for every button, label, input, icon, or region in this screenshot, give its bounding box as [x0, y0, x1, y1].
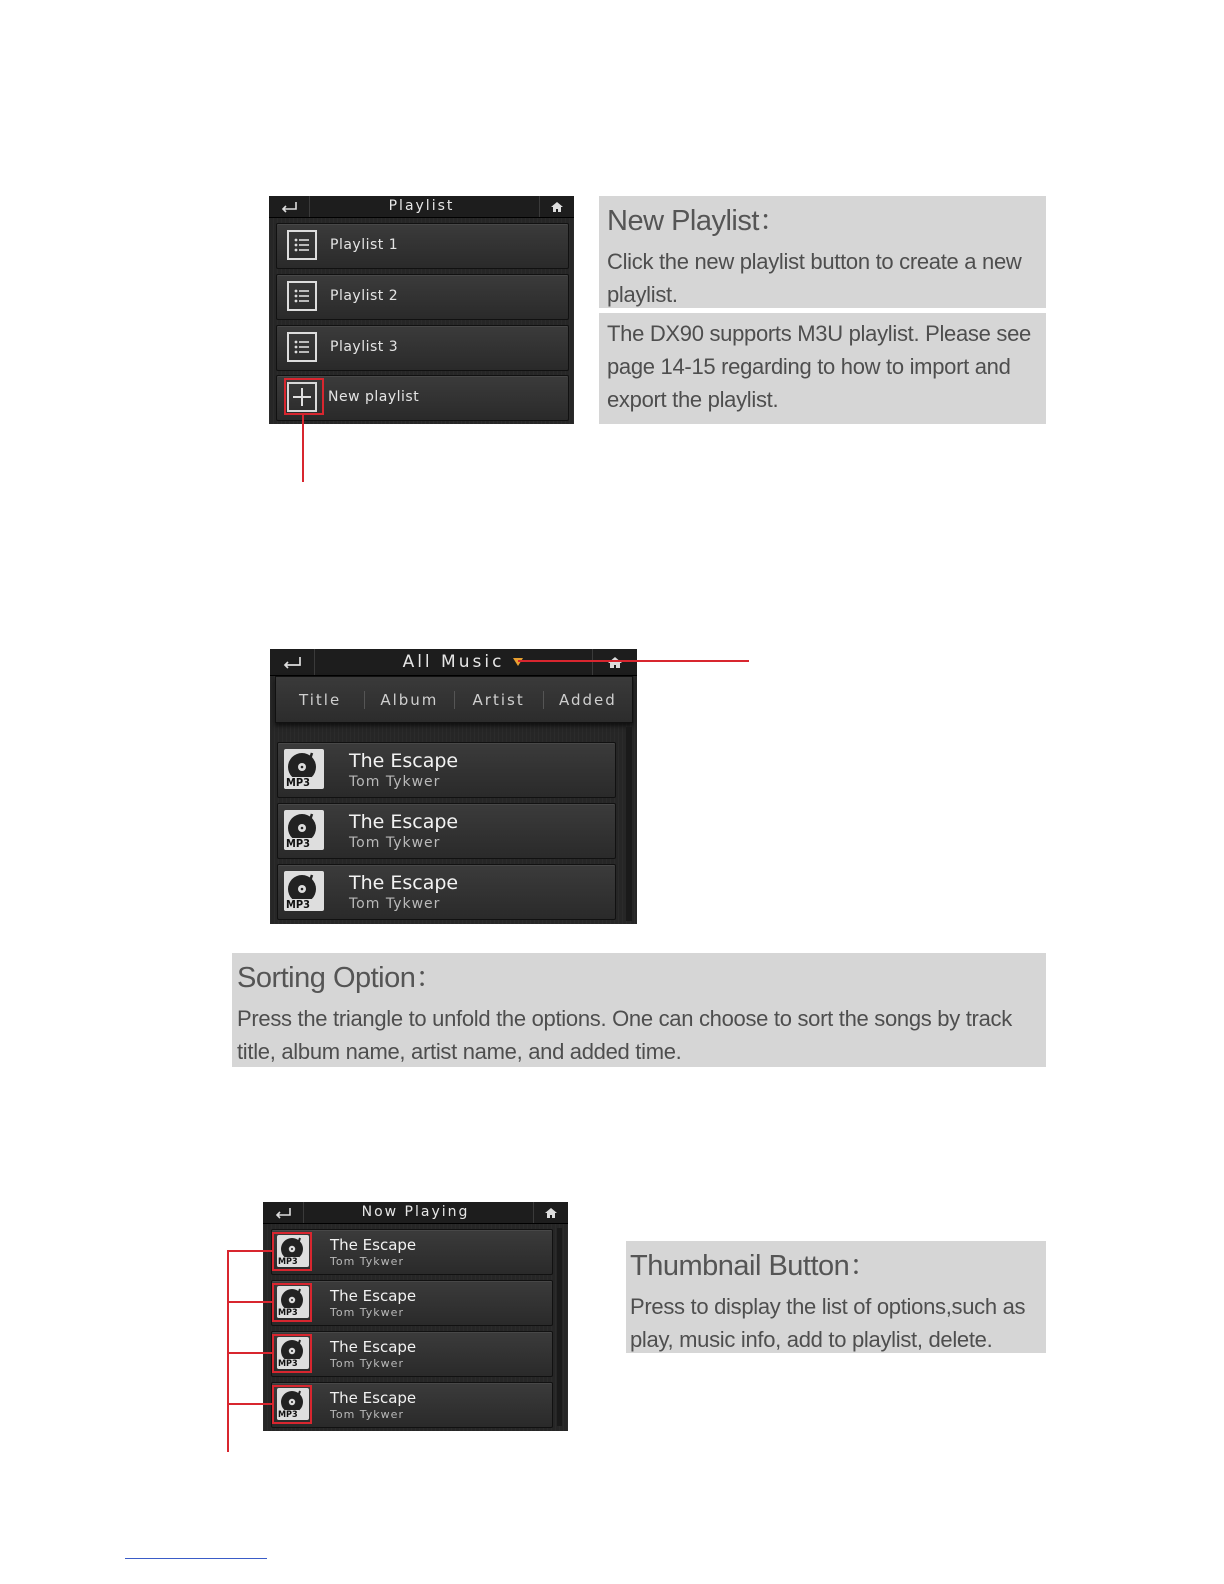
track-row[interactable]: [277, 803, 616, 859]
new-playlist-label: New playlist: [328, 389, 420, 405]
thumbnail-highlight: [272, 1334, 312, 1373]
track-title: The Escape: [349, 811, 459, 833]
back-arrow-icon[interactable]: [269, 196, 310, 217]
playlist-item-label: Playlist 2: [330, 288, 399, 304]
track-row[interactable]: [271, 1280, 553, 1326]
note-text: Press to display the list of options,such as play, music info, add to playlist, delete.: [630, 1294, 1026, 1352]
callout-line: [227, 1250, 229, 1452]
playlist-item-label: Playlist 1: [330, 237, 399, 253]
track-row[interactable]: [271, 1382, 553, 1428]
format-tag: MP3: [278, 1359, 298, 1369]
back-arrow-icon[interactable]: [270, 649, 315, 675]
track-row[interactable]: [271, 1331, 553, 1377]
format-tag: MP3: [278, 1257, 298, 1267]
now-playing-topbar: [263, 1202, 568, 1224]
scrollbar[interactable]: [557, 1228, 562, 1426]
mp3-disc-icon[interactable]: [284, 810, 324, 850]
track-title: The Escape: [349, 750, 459, 772]
list-icon: [287, 281, 317, 311]
page-title: Now Playing: [361, 1204, 470, 1220]
track-row[interactable]: [277, 864, 616, 920]
track-row[interactable]: [271, 1229, 553, 1275]
format-tag: MP3: [286, 837, 310, 850]
track-artist: Tom Tykwer: [349, 774, 441, 790]
home-icon[interactable]: [533, 1202, 568, 1223]
format-tag: MP3: [286, 898, 310, 911]
sort-tab-bar: [275, 676, 633, 723]
page-title: Playlist: [388, 198, 455, 214]
format-tag: MP3: [286, 776, 310, 789]
mp3-disc-icon[interactable]: [284, 871, 324, 911]
thumbnail-note: [626, 1241, 1046, 1353]
callout-line: [302, 415, 304, 482]
callout-line: [518, 660, 749, 662]
note-heading: New Playlist：: [607, 205, 788, 237]
list-icon: [287, 332, 317, 362]
track-row[interactable]: [277, 742, 616, 798]
track-artist: Tom Tykwer: [330, 1255, 404, 1268]
callout-line: [227, 1403, 273, 1405]
track-artist: Tom Tykwer: [330, 1357, 404, 1370]
track-artist: Tom Tykwer: [330, 1408, 404, 1421]
thumbnail-highlight: [272, 1385, 312, 1424]
note-text: Click the new playlist button to create a new playlist.: [607, 249, 1022, 307]
page-title: All Music: [402, 652, 505, 672]
thumbnail-highlight: [272, 1232, 312, 1271]
note-text: Press the triangle to unfold the options. One can choose to sort the songs by track title, album name, artist name, and added time.: [237, 1006, 1012, 1064]
track-title: The Escape: [330, 1287, 417, 1305]
format-tag: MP3: [278, 1410, 298, 1420]
footnote-rule: [125, 1558, 267, 1559]
playlist-item[interactable]: [276, 325, 569, 371]
dropdown-triangle-icon[interactable]: [512, 657, 524, 667]
new-playlist-note: [599, 196, 1046, 308]
format-tag: MP3: [278, 1308, 298, 1318]
callout-line: [227, 1250, 273, 1252]
playlist-topbar: [269, 196, 574, 218]
track-title: The Escape: [330, 1236, 417, 1254]
new-playlist-highlight: [284, 378, 324, 415]
all-music-screen: [270, 649, 637, 924]
track-artist: Tom Tykwer: [330, 1306, 404, 1319]
track-artist: Tom Tykwer: [349, 835, 441, 851]
mp3-disc-icon[interactable]: [284, 749, 324, 789]
sort-tab-added[interactable]: Added: [558, 690, 617, 709]
sorting-note: [232, 953, 1046, 1067]
sort-tab-title[interactable]: Title: [276, 691, 365, 709]
callout-line: [227, 1352, 273, 1354]
m3u-note: [599, 313, 1046, 424]
track-artist: Tom Tykwer: [349, 896, 441, 912]
home-icon[interactable]: [539, 196, 574, 217]
track-title: The Escape: [330, 1389, 417, 1407]
back-arrow-icon[interactable]: [263, 1202, 304, 1223]
all-music-topbar: [270, 649, 637, 676]
callout-line: [227, 1301, 273, 1303]
playlist-item-label: Playlist 3: [330, 339, 399, 355]
track-title: The Escape: [330, 1338, 417, 1356]
playlist-item[interactable]: [276, 223, 569, 269]
sort-tab-artist[interactable]: Artist: [455, 691, 544, 709]
sort-tab-album[interactable]: Album: [365, 691, 454, 709]
home-icon[interactable]: [592, 649, 637, 675]
thumbnail-highlight: [272, 1283, 312, 1322]
list-icon: [287, 230, 317, 260]
scrollbar[interactable]: [626, 727, 632, 921]
note-heading: Sorting Option：: [237, 962, 444, 994]
note-text: The DX90 supports M3U playlist. Please see page 14-15 regarding to how to import and export the playlist.: [607, 321, 1031, 412]
track-title: The Escape: [349, 872, 459, 894]
note-heading: Thumbnail Button：: [630, 1250, 878, 1282]
playlist-item[interactable]: [276, 274, 569, 320]
